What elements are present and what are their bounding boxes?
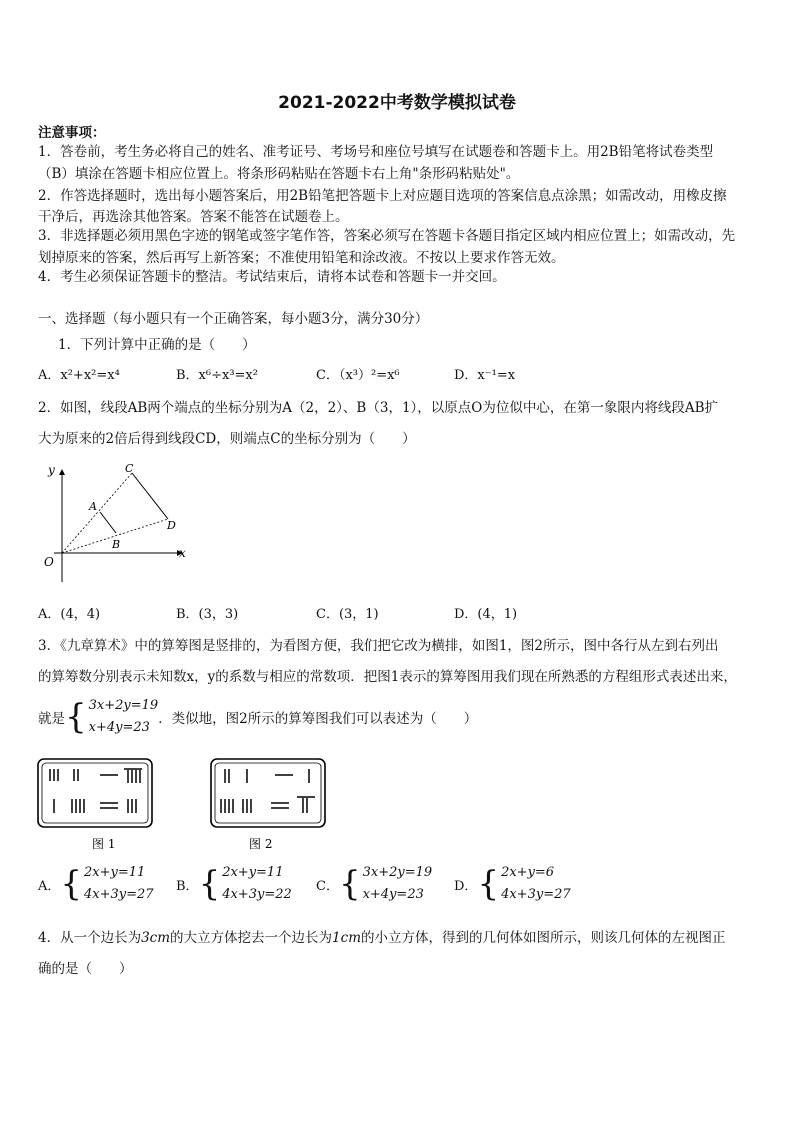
figure-2-caption: 图 2 xyxy=(249,837,273,851)
q2-option-a: A．(4，4) xyxy=(38,607,101,622)
option-letter: D． xyxy=(454,878,478,894)
notice-line: 划掉原来的答案，然后再写上新答案；不准使用铅笔和涂改液。不按以上要求作答无效。 xyxy=(38,250,565,266)
label-d: D xyxy=(167,519,176,532)
question-3-line: 3．《九章算术》中的算筹图是竖排的，为看图方便，我们把它改为横排，如图1，图2所示，图中各行从左到右列出 xyxy=(38,638,719,654)
q4-length: 3cm xyxy=(141,930,171,946)
question-2-line: 大为原来的2倍后得到线段CD，则端点C的坐标分别为（ ） xyxy=(38,431,416,447)
label-x: x xyxy=(179,546,186,560)
question-3-line: 的算筹数分别表示未知数x，y的系数与相应的常数项．把图1表示的算筹图用我们现在所熟悉的方程组形式表述出来， xyxy=(38,669,737,685)
segment-cd xyxy=(132,473,168,519)
q1-option-d: D．x⁻¹=x xyxy=(454,368,516,383)
system-brace: { 2x+y=11 4x+3y=22 xyxy=(198,864,292,904)
question-1-stem: 1．下列计算中正确的是（ ） xyxy=(58,337,256,353)
notice-line: （B）填涂在答题卡相应位置上。将条形码粘贴在答题卡右上角"条形码粘贴处"。 xyxy=(38,166,520,182)
figure-1-caption: 图 1 xyxy=(92,837,116,851)
system-brace: { 2x+y=6 4x+3y=27 xyxy=(477,864,571,904)
page-title: 2021-2022中考数学模拟试卷 xyxy=(278,93,516,113)
q2-option-c: C．(3，1) xyxy=(316,607,379,622)
system-brace: { 3x+2y=19 x+4y=23 xyxy=(65,697,159,737)
section-heading: 一、选择题（每小题只有一个正确答案，每小题3分，满分30分） xyxy=(38,311,429,327)
equation: 2x+y=11 xyxy=(84,865,146,880)
option-letter: C． xyxy=(316,878,339,894)
rod-figure-2 xyxy=(209,757,331,855)
q1-option-c: C．（x³）²=x⁶ xyxy=(316,368,400,383)
q3-option-d xyxy=(454,862,571,906)
q3-option-b xyxy=(176,862,292,906)
question-3-system-line xyxy=(38,695,477,739)
notice-line: 1．答卷前，考生务必将自己的姓名、准考证号、考场号和座位号填写在试题卷和答题卡上。用2B铅笔将试卷类型 xyxy=(38,144,714,160)
notice-line: 2．作答选择题时，选出每小题答案后，用2B铅笔把答题卡上对应题目选项的答案信息点涂黑；如需改动，用橡皮擦 xyxy=(38,188,727,204)
q4-text: 的小立方体，得到的几何体如图所示，则该几何体的左视图正 xyxy=(361,930,726,946)
question-4-line xyxy=(38,926,726,946)
system-brace: { 2x+y=11 4x+3y=27 xyxy=(60,864,154,904)
rod-figure-1 xyxy=(36,757,158,855)
notice-heading: 注意事项： xyxy=(38,125,106,141)
equation: 2x+y=6 xyxy=(501,865,555,880)
q4-length: 1cm xyxy=(332,930,361,946)
equation: 3x+2y=19 xyxy=(88,698,159,713)
question-2-line: 2．如图，线段AB两个端点的坐标分别为A（2，2）、B（3，1），以原点O为位似中心，在第一象限内将线段AB扩 xyxy=(38,400,719,416)
q2-option-b: B．(3，3) xyxy=(176,607,239,622)
q4-text: 4．从一个边长为 xyxy=(38,930,142,946)
notice-line: 4．考生必须保证答题卡的整洁。考试结束后，请将本试卷和答题卡一并交回。 xyxy=(38,269,506,285)
q2-option-d: D．(4，1) xyxy=(454,607,518,622)
notice-line: 干净后，再选涂其他答案。答案不能答在试题卷上。 xyxy=(38,209,349,225)
q1-option-b: B．x⁶÷x³=x² xyxy=(176,368,258,383)
label-a: A xyxy=(89,500,97,513)
equation: 4x+3y=27 xyxy=(84,887,154,902)
segment-ab xyxy=(100,512,116,533)
equation: x+4y=23 xyxy=(88,720,150,735)
system-brace: { 3x+2y=19 x+4y=23 xyxy=(338,864,433,904)
equation: 3x+2y=19 xyxy=(362,865,433,880)
label-o: O xyxy=(44,555,54,569)
option-letter: B． xyxy=(176,878,199,894)
option-letter: A． xyxy=(38,878,61,894)
q3-option-c xyxy=(316,862,432,906)
ray-oc xyxy=(62,473,132,553)
label-b: B xyxy=(112,538,121,551)
equation: x+4y=23 xyxy=(362,887,424,902)
q1-option-a: A．x²+x²=x⁴ xyxy=(38,368,120,383)
label-y: y xyxy=(48,463,55,477)
question-4-line: 确的是（ ） xyxy=(38,961,133,977)
q3-prefix: 就是 xyxy=(38,711,65,727)
q4-text: 的大立方体挖去一个边长为 xyxy=(170,930,333,946)
coordinate-figure xyxy=(36,458,196,588)
q3-option-a xyxy=(38,862,154,906)
notice-line: 3．非选择题必须用黑色字迹的钢笔或签字笔作答，答案必须写在答题卡各题目指定区域内相应位置上；如需改动，先 xyxy=(38,228,736,244)
equation: 2x+y=11 xyxy=(222,865,284,880)
q3-suffix: ．类似地，图2所示的算筹图我们可以表述为（ ） xyxy=(158,711,478,727)
label-c: C xyxy=(125,462,134,475)
equation: 4x+3y=22 xyxy=(222,887,292,902)
equation: 4x+3y=27 xyxy=(501,887,571,902)
